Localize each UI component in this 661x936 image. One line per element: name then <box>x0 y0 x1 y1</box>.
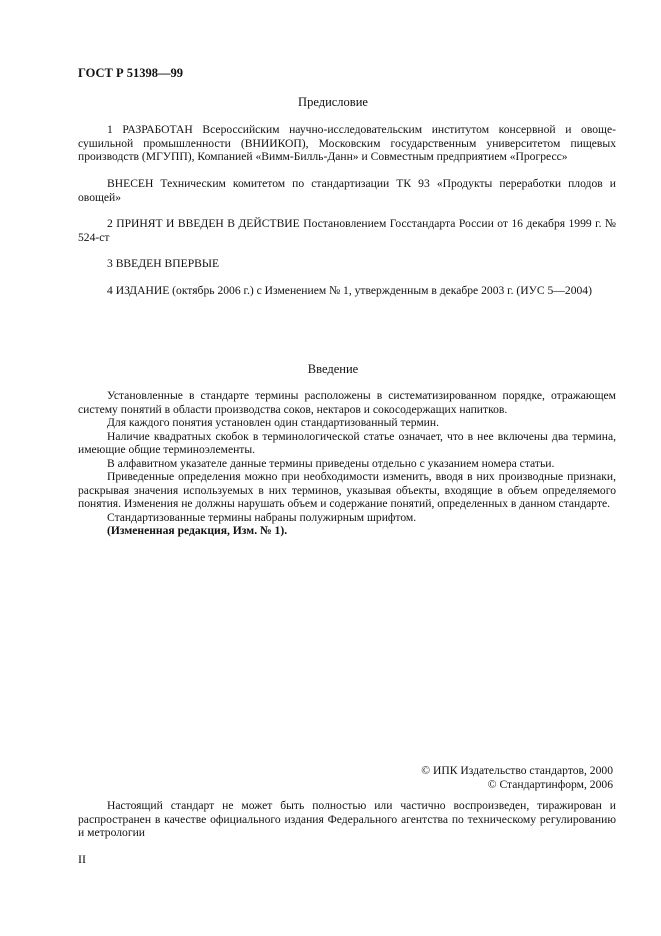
amendment-note: (Измененная редакция, Изм. № 1). <box>107 524 288 537</box>
foreword-item-2 <box>78 217 616 244</box>
introduction-title: Введение <box>307 362 359 376</box>
foreword-title: Предисловие <box>298 95 368 109</box>
foreword-item-submitted <box>78 177 616 204</box>
intro-paragraph: Приведенные определения можно при необходимости изменить, вводя в них производные признаки, раскрывая значения используемых в них терминов, указывая объекты, входящие в объем определяемого понятия. Изменения не должны нарушать объем и содержание понятий, определенных в данном стандарте. <box>78 470 616 510</box>
intro-paragraph: Стандартизованные термины набраны полужирным шрифтом. <box>107 510 417 524</box>
copyright-block <box>421 764 613 792</box>
foreword-item-text: 3 ВВЕДЕН ВПЕРВЫЕ <box>107 257 220 270</box>
foreword-item-text: 4 ИЗДАНИЕ (октябрь 2006 г.) с Изменением № 1, утвержденным в декабре 2003 г. (ИУС 5—2004) <box>107 284 592 297</box>
foreword-item-3 <box>78 257 616 271</box>
introduction-body <box>78 389 616 538</box>
foreword-item-text: ВНЕСЕН Техническим комитетом по стандартизации ТК 93 «Продукты переработки плодов и овощей» <box>78 177 616 204</box>
foreword-item-text: 2 ПРИНЯТ И ВВЕДЕН В ДЕЙСТВИЕ Постановлением Госстандарта России от 16 декабря 1999 г. № 524-ст <box>78 217 616 244</box>
intro-paragraph: Установленные в стандарте термины расположены в систематизированном порядке, отражающем систему понятий в области производства соков, нектаров и сокосодержащих напитков. <box>78 389 616 416</box>
copyright-line-standartinform: © Стандартинформ, 2006 <box>487 778 613 791</box>
page-number: II <box>78 852 86 866</box>
foreword-item-text: 1 РАЗРАБОТАН Всероссийским научно-исследовательским институтом консервной и овощесушильной промышленности (ВНИИКОП), Московским государственным университетом пищевых производств (МГУПП), Компанией «Вимм-Билль-Данн» и Совместным предприятием «Прогресс» <box>78 123 616 163</box>
intro-paragraph: Для каждого понятия установлен один стандартизованный термин. <box>107 416 439 429</box>
copyright-line-publisher: © ИПК Издательство стандартов, 2000 <box>421 764 613 777</box>
foreword-item-4 <box>78 284 616 298</box>
intro-paragraph: Наличие квадратных скобок в терминологической статье означает, что в нее включены два термина, имеющие общие терминоэлементы. <box>78 429 616 456</box>
standard-number: ГОСТ Р 51398—99 <box>78 66 184 80</box>
notice-text: Настоящий стандарт не может быть полностью или частично воспроизведен, тиражирован и распространен в качестве официального издания Федерального агентства по техническому регулированию и метрологии <box>78 799 616 839</box>
foreword-item-1 <box>78 123 616 164</box>
intro-paragraph: В алфавитном указателе данные термины приведены отдельно с указанием номера статьи. <box>107 456 555 470</box>
reproduction-notice <box>78 799 616 840</box>
